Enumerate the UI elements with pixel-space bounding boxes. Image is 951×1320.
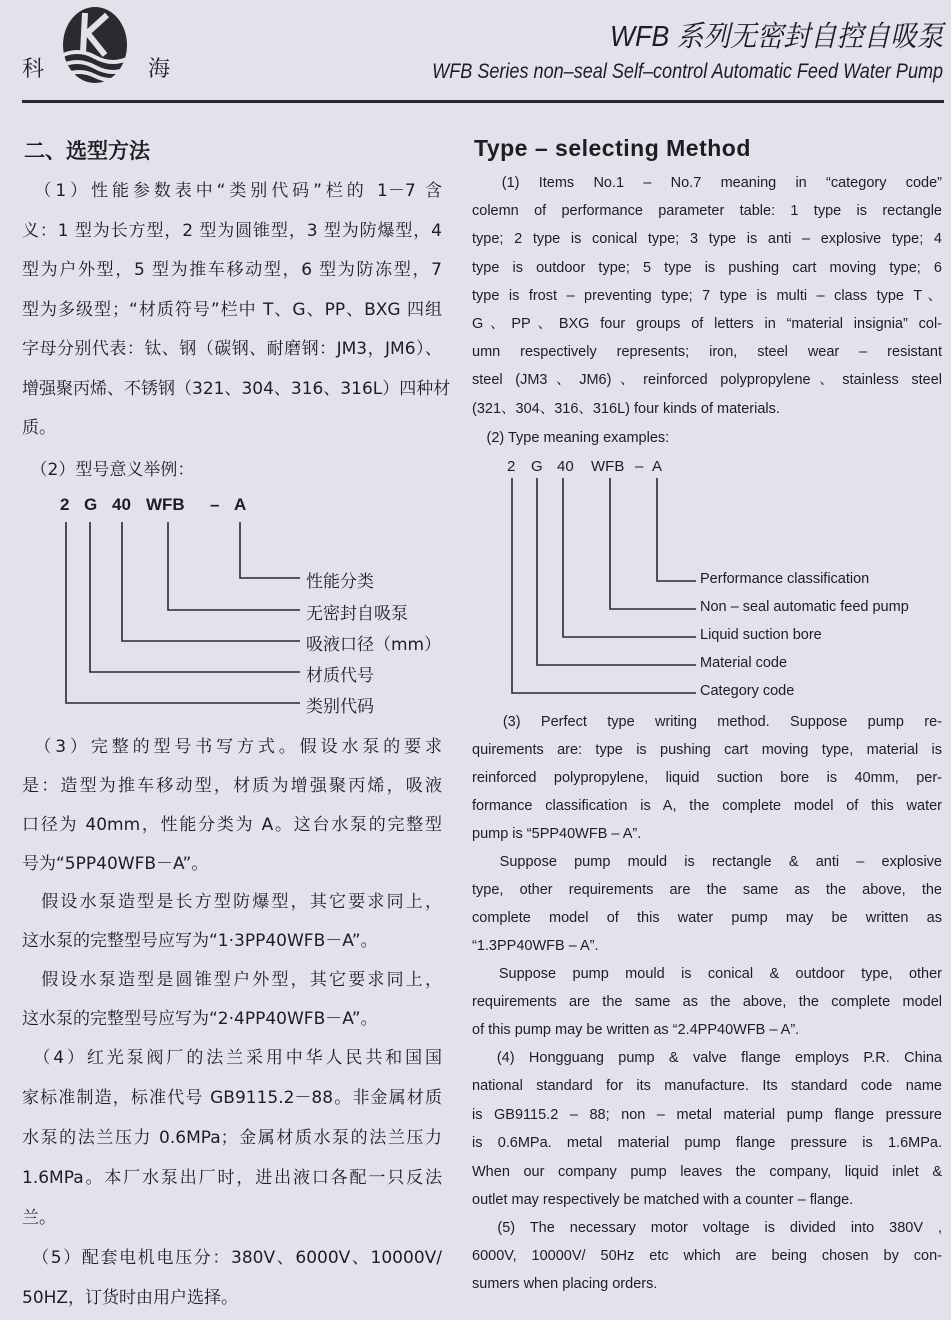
text-line: 无密封自吸泵: [306, 604, 408, 624]
text-line: Category code: [700, 683, 795, 699]
section-heading-cn: 二、选型方法: [24, 139, 150, 163]
text-line: reinforced polypropylene, liquid suction bore is 40mm, per-: [472, 770, 942, 786]
text-line: –: [635, 458, 644, 475]
title-en: WFB Series non–seal Self–control Automatic Feed Water Pump: [432, 60, 943, 83]
text-line: G、PP、BXG four groups of letters in “material insignia” col-: [472, 316, 942, 332]
text-line: 类别代码: [306, 697, 374, 717]
text-line: type, other requirements are the same as the above, the: [472, 882, 942, 898]
text-line: (321、304、316、316L) four kinds of materials.: [472, 400, 780, 417]
text-line: A: [652, 458, 663, 475]
text-line: (1) Items No.1 – No.7 meaning in “category code”: [472, 175, 942, 191]
text-line: 义：1 型为长方型，2 型为圆锥型，3 型为防爆型，4: [22, 220, 442, 241]
text-line: 型为户外型，5 型为推车移动型，6 型为防冻型，7: [22, 260, 442, 280]
text-line: 水泵的法兰压力 0.6MPa；金属材质水泵的法兰压力: [22, 1128, 442, 1148]
text-line: umn respectively represents; iron, steel wear – resistant: [472, 344, 942, 361]
company-logo: [55, 5, 135, 85]
text-line: 假设水泵造型是长方型防爆型，其它要求同上，: [22, 892, 442, 912]
text-line: “1.3PP40WFB – A”.: [472, 938, 599, 954]
text-line: outlet may respectively be matched with a counter – flange.: [472, 1192, 854, 1208]
text-line: （1）性能参数表中“类别代码”栏的 1－7 含: [22, 181, 442, 201]
header-rule: [22, 100, 944, 103]
text-line: 假设水泵造型是圆锥型户外型，其它要求同上，: [22, 970, 442, 990]
text-line: of this pump may be written as “2.4PP40WFB – A”.: [472, 1022, 800, 1038]
text-line: type is frost – preventing type; 7 type is multi – class type T、: [472, 287, 942, 304]
text-line: 2: [507, 458, 516, 475]
text-line: 家标准制造，标准代号 GB9115.2－88。非金属材质: [22, 1088, 442, 1108]
text-line: 1.6MPa。本厂水泵出厂时，进出液口各配一只反法: [22, 1168, 442, 1188]
text-line: G: [84, 495, 98, 514]
text-line: pump is “5PP40WFB – A”.: [472, 826, 642, 842]
text-line: quirements are: type is pushing cart moving type, material is: [472, 742, 942, 758]
text-line: WFB: [146, 495, 185, 514]
text-line: （3）完整的型号书写方式。假设水泵的要求: [22, 737, 442, 757]
text-line: WFB: [591, 458, 625, 475]
text-line: steel (JM3、JM6)、reinforced polypropylene、stainless steel: [472, 372, 942, 389]
text-line: Non – seal automatic feed pump: [700, 599, 909, 615]
text-line: requirements are the same as the above, the complete model: [472, 994, 942, 1010]
text-line: Suppose pump mould is conical & outdoor type, other: [472, 966, 942, 982]
text-line: 40: [112, 495, 131, 514]
text-line: 这水泵的完整型号应写为“1·3PP40WFB－A”。: [22, 931, 378, 951]
text-line: （5）配套电机电压分：380V、6000V、10000V/: [22, 1248, 442, 1268]
text-line: –: [210, 495, 220, 514]
text-line: 吸液口径（mm）: [306, 635, 442, 655]
text-line: 2: [60, 495, 70, 514]
section-heading-en: Type – selecting Method: [474, 135, 751, 161]
text-line: national standard for its manufacture. Its standard code name: [472, 1078, 942, 1095]
text-line: G: [531, 458, 543, 475]
text-line: 兰。: [22, 1208, 56, 1228]
text-line: is 0.6MPa. metal material pump flange pressure is 1.6MPa.: [472, 1135, 942, 1152]
text-line: 性能分类: [306, 572, 374, 592]
text-line: （2）型号意义举例：: [22, 460, 195, 480]
text-line: Suppose pump mould is rectangle & anti – explosive: [472, 854, 942, 870]
text-line: 50HZ，订货时由用户选择。: [22, 1288, 239, 1308]
text-line: colemn of performance parameter table: 1 type is rectangle: [472, 203, 942, 220]
text-line: Liquid suction bore: [700, 627, 822, 643]
text-line: complete model of this water pump may be written as: [472, 910, 942, 926]
text-line: 号为“5PP40WFB－A”。: [22, 854, 209, 874]
text-line: (2) Type meaning examples:: [472, 430, 670, 446]
text-line: （4）红光泵阀厂的法兰采用中华人民共和国国: [22, 1048, 442, 1068]
text-line: 40: [557, 458, 574, 475]
text-line: (3) Perfect type writing method. Suppose pump re-: [472, 714, 942, 730]
text-line: A: [234, 495, 247, 514]
text-line: Performance classification: [700, 571, 870, 587]
text-line: 材质代号: [306, 666, 374, 686]
text-line: When our company pump leaves the company, liquid inlet &: [472, 1163, 942, 1180]
logo-char-right: 海: [148, 57, 171, 82]
text-line: 这水泵的完整型号应写为“2·4PP40WFB－A”。: [22, 1009, 378, 1029]
text-line: type is outdoor type; 5 type is pushing cart moving type; 6: [472, 259, 942, 276]
text-line: 是：造型为推车移动型，材质为增强聚丙烯，吸液: [22, 776, 442, 796]
text-line: formance classification is A, the complete model of this water: [472, 798, 942, 814]
text-line: 6000V, 10000V/ 50Hz etc which are being chosen by con-: [472, 1248, 942, 1264]
logo-char-left: 科: [22, 57, 45, 82]
text-line: Material code: [700, 655, 788, 671]
title-cn: WFB 系列无密封自控自吸泵: [609, 21, 943, 53]
text-line: 字母分别代表：钛、钢（碳钢、耐磨钢：JM3，JM6）、: [22, 339, 442, 359]
text-line: is GB9115.2 – 88; non – metal material pump flange pressure: [472, 1106, 942, 1123]
text-line: 质。: [22, 418, 56, 438]
text-line: (4) Hongguang pump & valve flange employs P.R. China: [472, 1050, 942, 1066]
text-line: sumers when placing orders.: [472, 1276, 658, 1292]
text-line: type; 2 type is conical type; 3 type is anti – explosive type; 4: [472, 231, 942, 248]
text-line: (5) The necessary motor voltage is divided into 380V ,: [472, 1220, 942, 1236]
text-line: 增强聚丙烯、不锈钢（321、304、316、316L）四种材: [22, 378, 451, 399]
text-line: 口径为 40mm，性能分类为 A。这台水泵的完整型: [22, 815, 442, 835]
text-line: 型为多级型；“材质符号”栏中 T、G、PP、BXG 四组: [22, 299, 442, 320]
